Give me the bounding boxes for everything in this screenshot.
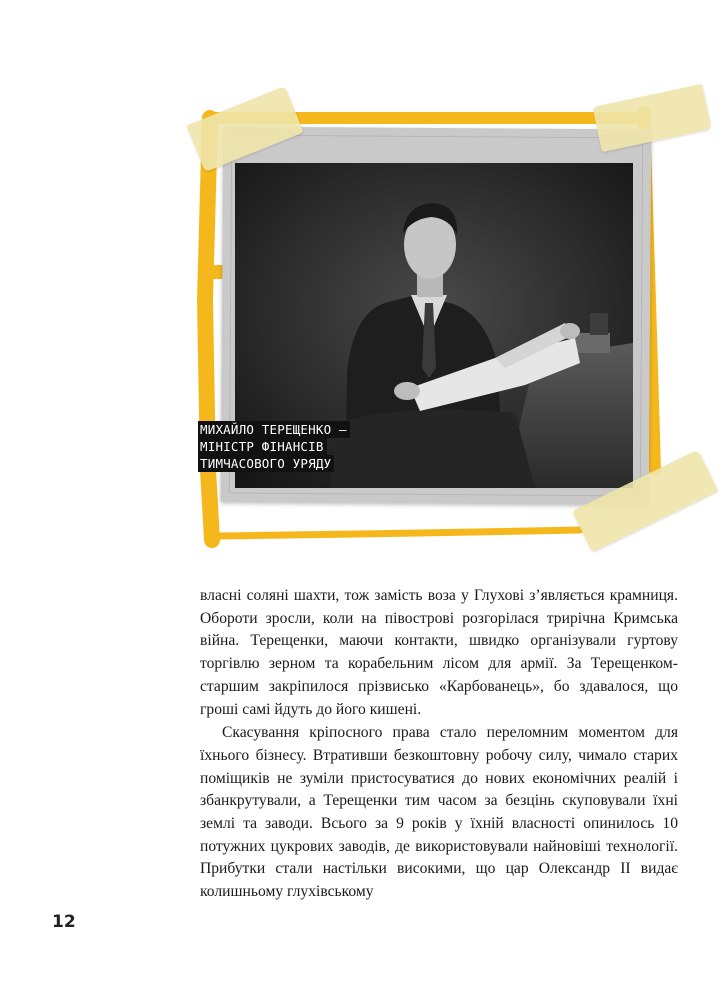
paragraph-2: Скасування кріпосного права стало переломним моментом для їхнього бізнесу. Втративши безкоштовну робочу силу, чимало старих поміщиків не зуміли пристосуватися до нових економічних реалій і збанкрутували, а Терещенки тим часом за безцінь скуповували їхні землі та заводи. Всього за 9 років у їхній власності опинилось 10 потужних цукрових заводів, де використовували найновіші технології. Прибутки стали настільки високими, що цар Олександр II видає колишньому глухівському xyxy=(200,724,678,901)
page-number: 12 xyxy=(52,912,76,932)
caption-line-1: МИХАЙЛО ТЕРЕЩЕНКО – xyxy=(198,421,350,438)
caption-line-3: ТИМЧАСОВОГО УРЯДУ xyxy=(198,455,334,472)
body-text xyxy=(200,585,678,904)
photo-caption xyxy=(198,421,350,472)
paragraph-1: власні соляні шахти, тож замість воза у Глухові з’являється крамниця. Обороти зросли, коли на півострові розгорілася трирічна Кримська війна. Терещенки, маючи контакти, швидко організували гуртову торгівлю зерном та корабельним лісом для армії. За Терещенком-старшим закріпилося прізвисько «Карбованець», бо здавалося, що гроші самі йдуть до його кишені. xyxy=(200,587,678,718)
caption-line-2: МІНІСТР ФІНАНСІВ xyxy=(198,438,327,455)
